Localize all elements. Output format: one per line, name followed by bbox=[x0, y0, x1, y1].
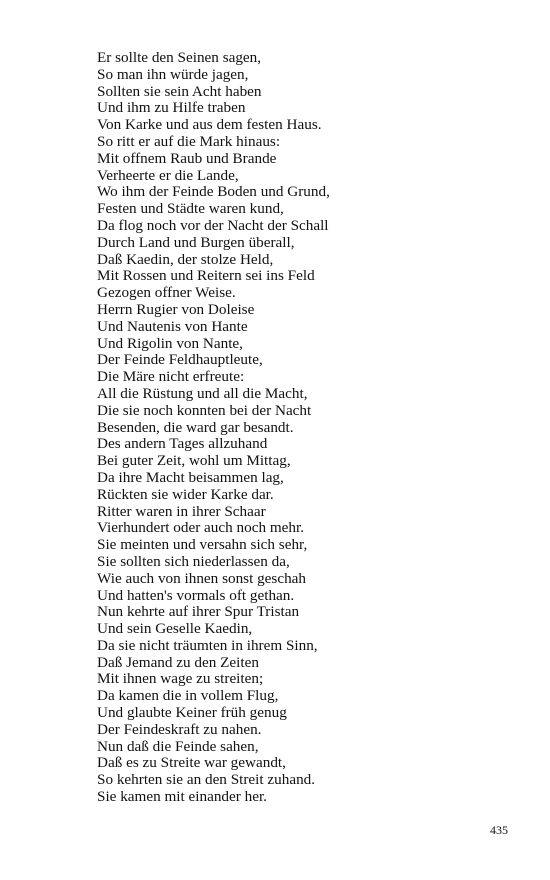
poem-line: Des andern Tages allzuhand bbox=[97, 435, 268, 453]
poem-line: Da ihre Macht beisammen lag, bbox=[97, 468, 284, 486]
poem-line: So kehrten sie an den Streit zuhand. bbox=[97, 771, 316, 789]
poem-line: Der Feindeskraft zu nahen. bbox=[97, 720, 262, 738]
poem-line: Und hatten's vormals oft gethan. bbox=[97, 586, 295, 604]
poem-line: So ritt er auf die Mark hinaus: bbox=[97, 132, 281, 150]
poem-line: Vierhundert oder auch noch mehr. bbox=[97, 519, 304, 537]
poem-line: Durch Land und Burgen überall, bbox=[97, 233, 295, 251]
poem-line: Und ihm zu Hilfe traben bbox=[97, 99, 246, 117]
poem-line: Und Nautenis von Hante bbox=[97, 317, 248, 335]
poem-text bbox=[97, 50, 517, 806]
page-number: 435 bbox=[490, 823, 508, 837]
poem-line: Und Rigolin von Nante, bbox=[97, 334, 243, 352]
poem-line: Wie auch von ihnen sonst geschah bbox=[97, 569, 307, 587]
poem-line: Festen und Städte waren kund, bbox=[97, 200, 284, 218]
poem-line: Und sein Geselle Kaedin, bbox=[97, 620, 253, 638]
poem-line: Sollten sie sein Acht haben bbox=[97, 82, 262, 100]
poem-line: Bei guter Zeit, wohl um Mittag, bbox=[97, 452, 291, 470]
poem-line: Rückten sie wider Karke dar. bbox=[97, 485, 274, 503]
poem-line: So man ihn würde jagen, bbox=[97, 65, 249, 83]
poem-line: Da kamen die in vollem Flug, bbox=[97, 687, 279, 705]
poem-line: Sie meinten und versahn sich sehr, bbox=[97, 536, 308, 554]
poem-line: Besenden, die ward gar besandt. bbox=[97, 418, 294, 436]
poem-line: Und glaubte Keiner früh genug bbox=[97, 704, 287, 722]
poem-line: Da flog noch vor der Nacht der Schall bbox=[97, 216, 329, 234]
poem-line: All die Rüstung und all die Macht, bbox=[97, 384, 308, 402]
poem-line: Verheerte er die Lande, bbox=[97, 166, 239, 184]
poem-line: Ritter waren in ihrer Schaar bbox=[97, 502, 266, 520]
poem-line: Gezogen offner Weise. bbox=[97, 284, 236, 302]
poem-line: Daß Jemand zu den Zeiten bbox=[97, 653, 259, 671]
poem-line: Sie sollten sich niederlassen da, bbox=[97, 552, 290, 570]
poem-line: Nun kehrte auf ihrer Spur Tristan bbox=[97, 603, 300, 621]
poem-line: Der Feinde Feldhauptleute, bbox=[97, 351, 263, 369]
poem-line: Von Karke und aus dem festen Haus. bbox=[97, 116, 322, 134]
poem-line: Die Märe nicht erfreute: bbox=[97, 368, 245, 386]
poem-line: Herrn Rugier von Doleise bbox=[97, 300, 255, 318]
poem-line: Mit ihnen wage zu streiten; bbox=[97, 670, 264, 688]
poem-line: Sie kamen mit einander her. bbox=[97, 788, 267, 806]
poem-line: Daß Kaedin, der stolze Held, bbox=[97, 250, 274, 268]
poem-line: Wo ihm der Feinde Boden und Grund, bbox=[97, 183, 330, 201]
poem-line: Er sollte den Seinen sagen, bbox=[97, 49, 262, 66]
poem-line: Nun daß die Feinde sahen, bbox=[97, 737, 259, 755]
poem-line: Mit Rossen und Reitern sei ins Feld bbox=[97, 267, 315, 285]
poem-line: Die sie noch konnten bei der Nacht bbox=[97, 401, 312, 419]
poem-line: Da sie nicht träumten in ihrem Sinn, bbox=[97, 636, 318, 654]
poem-line: Mit offnem Raub und Brande bbox=[97, 149, 277, 167]
poem-line: Daß es zu Streite war gewandt, bbox=[97, 754, 286, 772]
